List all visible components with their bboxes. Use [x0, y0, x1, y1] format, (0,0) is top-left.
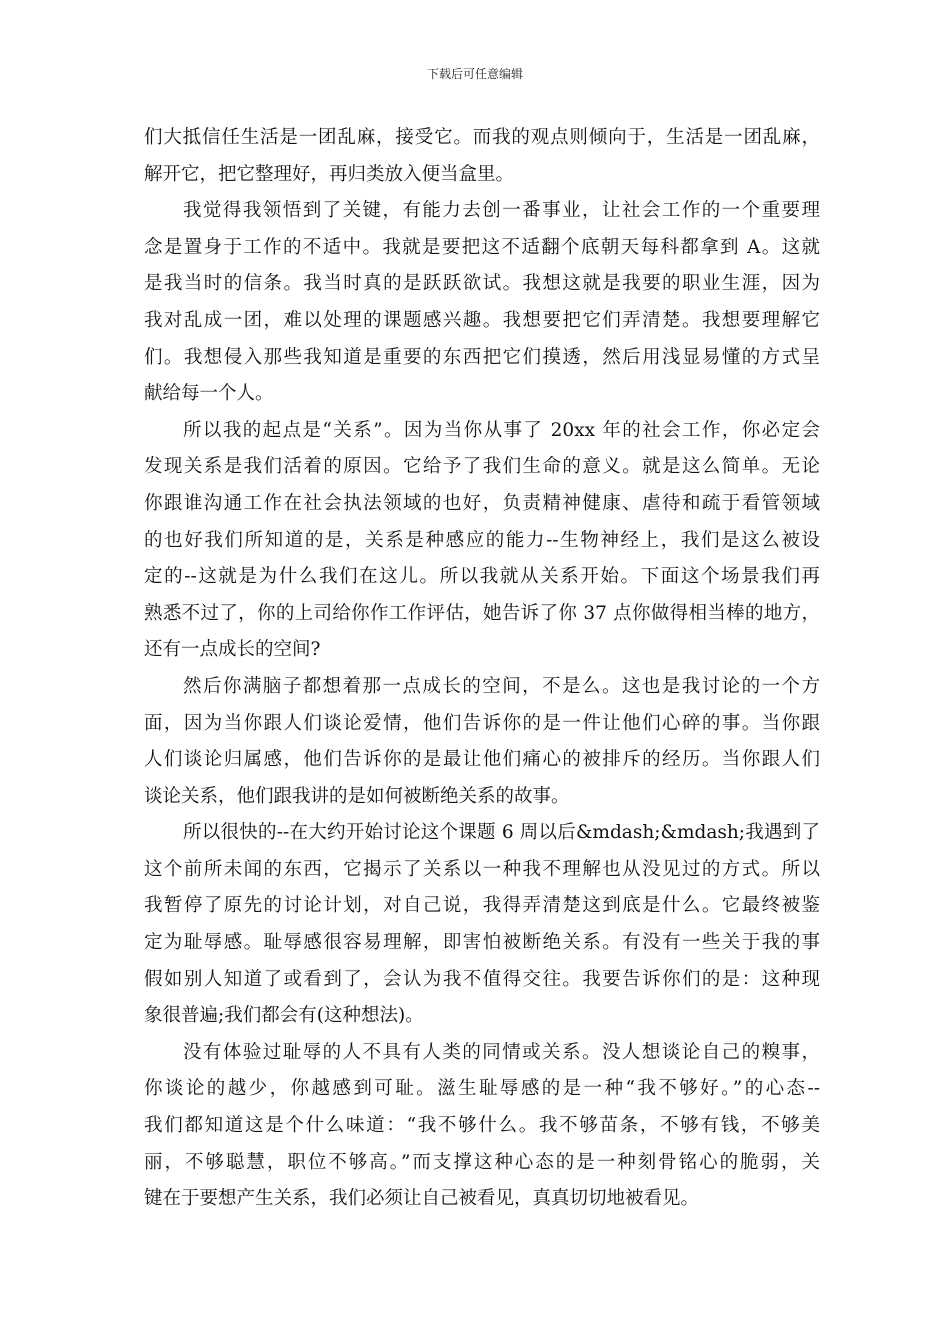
text-line: 我对乱成一团，难以处理的课题感兴趣。我想要把它们弄清楚。我想要理解它 [144, 309, 820, 331]
text-line: 象很普遍;我们都会有(这种想法)。 [144, 1005, 424, 1027]
text-line: 献给每一个人。 [144, 383, 274, 405]
text-line: 你跟谁沟通工作在社会执法领域的也好，负责精神健康、虐待和疏于看管领域 [144, 492, 820, 514]
text-line: 定为耻辱感。耻辱感很容易理解，即害怕被断绝关系。有没有一些关于我的事 [144, 932, 820, 954]
text-line: 没有体验过耻辱的人不具有人类的同情或关系。没人想谈论自己的糗事， [183, 1041, 820, 1063]
text-line: 所以我的起点是“关系”。因为当你从事了 20xx 年的社会工作，你必定会 [183, 419, 820, 441]
text-line: 念是置身于工作的不适中。我就是要把这不适翻个底朝天每科都拿到 A。这就 [144, 236, 820, 258]
text-line: 假如别人知道了或看到了，会认为我不值得交往。我要告诉你们的是：这种现 [144, 968, 820, 990]
text-line: 们。我想侵入那些我知道是重要的东西把它们摸透，然后用浅显易懂的方式呈 [144, 346, 820, 368]
text-line: 谈论关系，他们跟我讲的是如何被断绝关系的故事。 [144, 785, 570, 807]
text-line: 我们都知道这是个什么味道：“我不够什么。我不够苗条，不够有钱，不够美 [144, 1115, 820, 1137]
text-line: 定的--这就是为什么我们在这儿。所以我就从关系开始。下面这个场景我们再 [144, 566, 820, 588]
text-line: 的也好我们所知道的是，关系是种感应的能力--生物神经上，我们是这么被设 [144, 529, 820, 551]
text-line: 我暂停了原先的讨论计划，对自己说，我得弄清楚这到底是什么。它最终被鉴 [144, 895, 820, 917]
text-line: 发现关系是我们活着的原因。它给予了我们生命的意义。就是这么简单。无论 [144, 456, 820, 478]
text-line: 我觉得我领悟到了关键，有能力去创一番事业，让社会工作的一个重要理 [183, 200, 820, 222]
text-line: 你谈论的越少，你越感到可耻。滋生耻辱感的是一种“我不够好。”的心态-- [144, 1078, 820, 1100]
text-line: 熟悉不过了，你的上司给你作工作评估，她告诉了你 37 点你做得相当棒的地方， [144, 602, 820, 624]
page-header: 下载后可任意编辑 [426, 67, 523, 81]
text-line: 所以很快的--在大约开始讨论这个课题 6 周以后&mdash;&mdash;我遇到了 [183, 822, 820, 844]
text-line: 然后你满脑子都想着那一点成长的空间，不是么。这也是我讨论的一个方 [183, 675, 820, 697]
text-line: 解开它，把它整理好，再归类放入便当盒里。 [144, 163, 515, 185]
text-line: 这个前所未闻的东西，它揭示了关系以一种我不理解也从没见过的方式。所以 [144, 858, 820, 880]
document-body [144, 120, 820, 1218]
text-line: 还有一点成长的空间? [144, 639, 321, 661]
text-line: 是我当时的信条。我当时真的是跃跃欲试。我想这就是我要的职业生涯，因为 [144, 273, 820, 295]
text-line: 键在于要想产生关系，我们必须让自己被看见，真真切切地被看见。 [144, 1188, 700, 1210]
text-line: 面，因为当你跟人们谈论爱情，他们告诉你的是一件让他们心碎的事。当你跟 [144, 712, 820, 734]
text-line: 们大抵信任生活是一团乱麻，接受它。而我的观点则倾向于，生活是一团乱麻， [144, 127, 820, 148]
text-line: 人们谈论归属感，他们告诉你的是最让他们痛心的被排斥的经历。当你跟人们 [144, 749, 820, 771]
text-line: 丽，不够聪慧，职位不够高。”而支撑这种心态的是一种刻骨铭心的脆弱，关 [144, 1151, 820, 1173]
